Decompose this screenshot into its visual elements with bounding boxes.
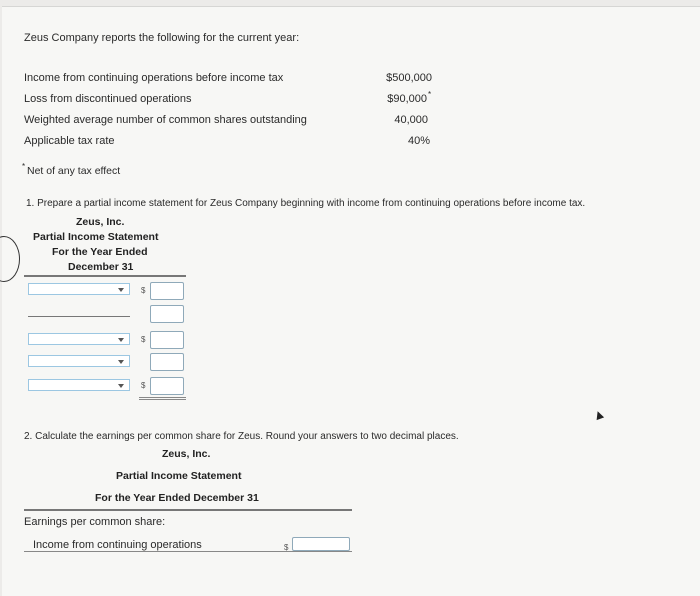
q1-line2-label-line[interactable] (28, 316, 130, 317)
row-value-shares-outstanding: 40,000 (394, 114, 428, 126)
q1-period-line2: December 31 (68, 261, 134, 273)
q1-line1-select[interactable] (28, 283, 130, 295)
q1-line5-currency: $ (141, 381, 146, 390)
mouse-cursor (594, 410, 604, 420)
q1-line1-amount-input[interactable] (150, 282, 184, 300)
row-value-tax-rate: 40% (407, 135, 430, 147)
q1-line3-select[interactable] (28, 333, 130, 345)
row-label-income-continuing: Income from continuing operations before income tax (24, 72, 284, 84)
row-label-loss-discontinued: Loss from discontinued operations (24, 93, 192, 105)
question-page (2, 6, 700, 596)
q2-statement: Partial Income Statement (116, 470, 242, 482)
footnote-text: Net of any tax effect (27, 165, 121, 177)
q2-prompt: 2. Calculate the earnings per common share for Zeus. Round your answers to two decimal places. (24, 431, 459, 442)
q2-row-label: Income from continuing operations (33, 539, 202, 551)
q1-line1-currency: $ (141, 286, 146, 295)
q2-eps-label: Earnings per common share: (24, 516, 166, 528)
footnote-mark: * (22, 162, 26, 171)
q2-eps-continuing-input[interactable] (292, 537, 350, 551)
q1-line5-amount-input[interactable] (150, 377, 184, 395)
q1-line2-amount-input[interactable] (150, 305, 184, 323)
q1-period-line1: For the Year Ended (52, 246, 148, 258)
row-mark-loss-discontinued: * (428, 90, 432, 99)
q1-company: Zeus, Inc. (76, 216, 125, 228)
row-label-shares-outstanding: Weighted average number of common shares outstanding (24, 114, 307, 126)
q1-total-rule-2 (139, 399, 186, 400)
q1-header-rule (24, 275, 186, 277)
scroll-indicator-arc (0, 236, 20, 282)
q1-line5-select[interactable] (28, 379, 130, 391)
q2-header-rule (24, 509, 352, 511)
q2-row-currency: $ (284, 543, 289, 552)
row-value-income-continuing: $500,000 (386, 72, 432, 84)
q1-total-rule-1 (139, 397, 186, 398)
q2-row-rule (24, 551, 352, 552)
q1-prompt: 1. Prepare a partial income statement for Zeus Company beginning with income from continuing operations before income tax. (26, 198, 586, 209)
q1-line4-amount-input[interactable] (150, 353, 184, 371)
q2-company: Zeus, Inc. (162, 448, 211, 460)
intro-text: Zeus Company reports the following for the current year: (24, 32, 300, 44)
q1-statement: Partial Income Statement (33, 231, 159, 243)
q2-period: For the Year Ended December 31 (95, 492, 259, 504)
row-label-tax-rate: Applicable tax rate (24, 135, 115, 147)
q1-line3-currency: $ (141, 335, 146, 344)
q1-line4-select[interactable] (28, 355, 130, 367)
row-value-loss-discontinued: $90,000 (387, 93, 427, 105)
q1-line3-amount-input[interactable] (150, 331, 184, 349)
